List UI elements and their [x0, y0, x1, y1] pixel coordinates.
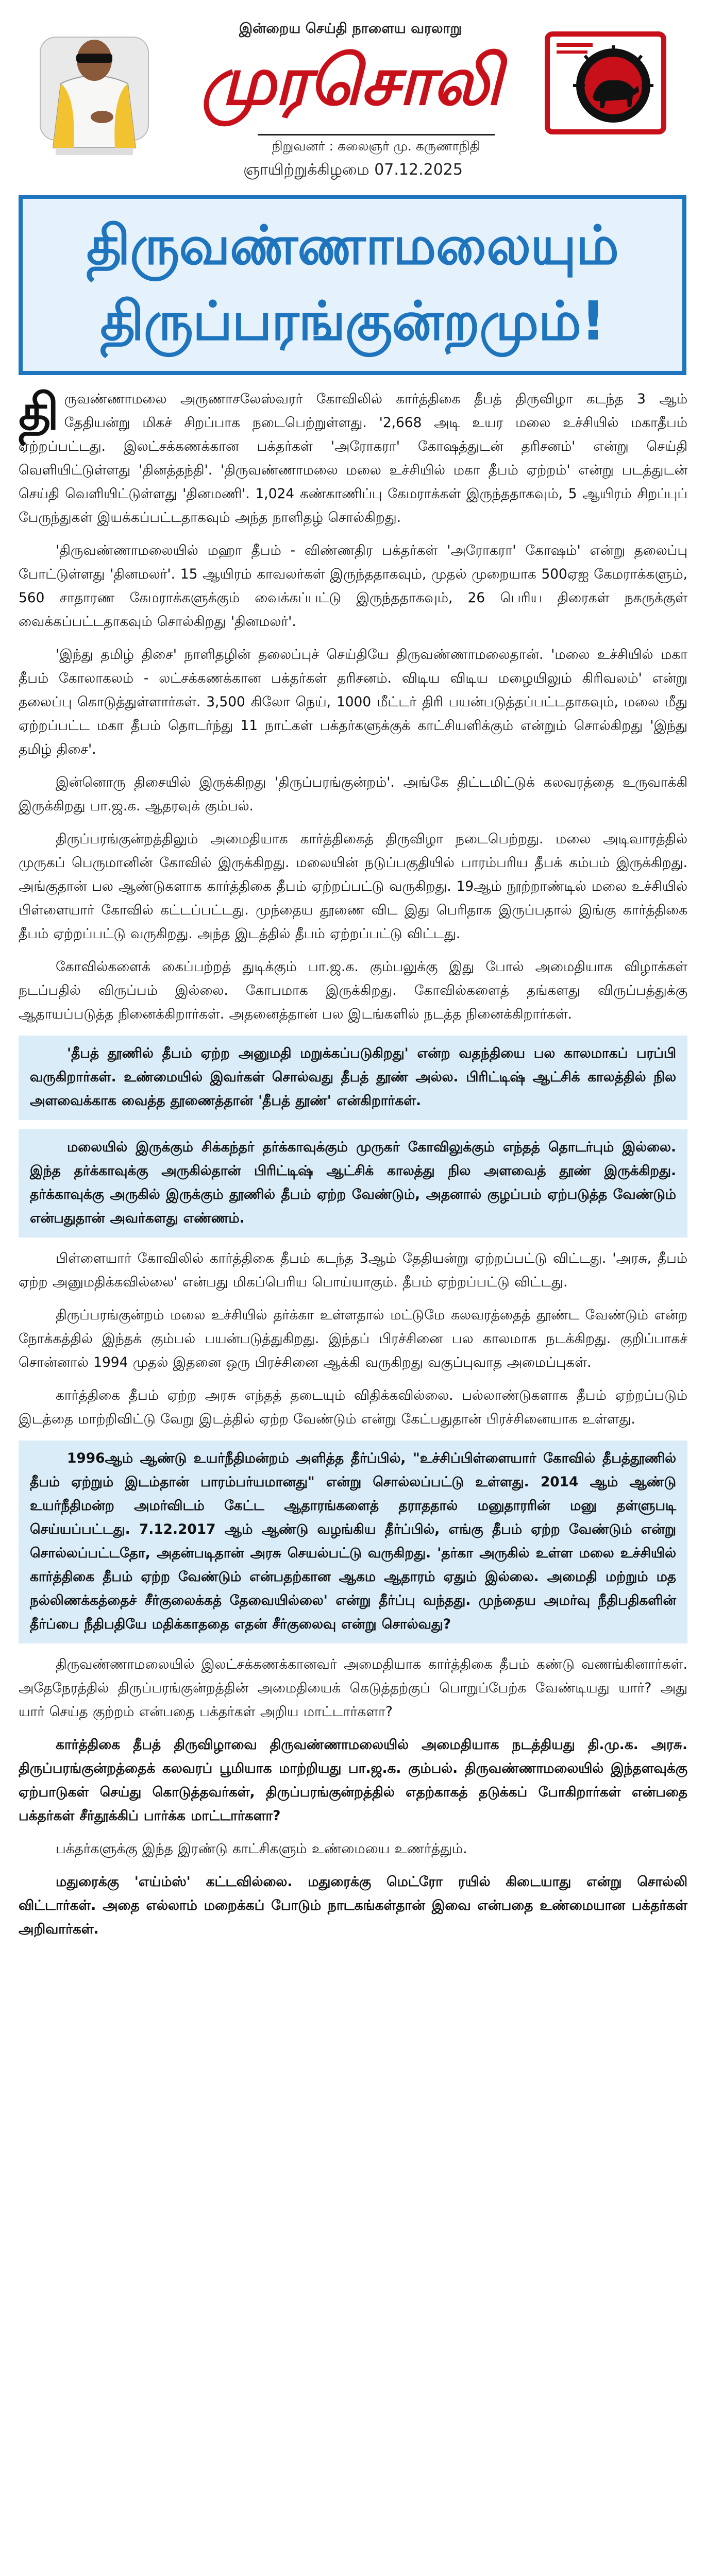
editorial-article — [19, 383, 687, 1951]
highlight-box-3 — [19, 1440, 687, 1643]
paragraph-4: இன்னொரு திசையில் இருக்கிறது 'திருப்பரங்குன்றம்'. அங்கே திட்டமிட்டுக் கலவரத்தை உருவாக்கி இருக்கிறது பா.ஜ.க. ஆதரவுக் கும்பல். — [19, 774, 687, 814]
paragraph-11: கார்த்திகை தீபத் திருவிழாவை திருவண்ணாமலையில் அமைதியாக நடத்தியது தி.மு.க. அரசு. திருப்பரங்குன்றத்தைக் கலவரப் பூமியாக மாற்றியது பா.ஜ.க. கும்பல். திருவண்ணாமலையில் இந்தளவுக்கு ஏற்பாடுகள் செய்து கொடுத்தவர்கள், திருப்பரங்குன்றத்தில் எதற்காகத் தடுக்கப் போகிறார்கள் என்பதை பக்தர்கள் சீர்தூக்கிப் பார்க்க மாட்டார்களா? — [19, 1737, 687, 1824]
paragraph-2: 'திருவண்ணாமலையில் மஹா தீபம் - விண்ணதிர பக்தர்கள் 'அரோகரா' கோஷம்' என்று தலைப்பு போட்டுள்ளது 'தினமலர்'. 15 ஆயிரம் காவலர்கள் இருந்ததாகவும், முதல் முறையாக 500ஏஐ கேமராக்களும், 560 சாதாரண கேமராக்களுக்கும் வைக்கப்பட்டு இருந்ததாகவும், 26 பெரிய திரைகள் நகருக்குள் வைக்கப்பட்டதாகவும் சொல்கிறது 'தினமலர்'. — [19, 543, 687, 630]
founder-portrait-image — [25, 6, 164, 158]
headline-line-2: திருப்பரங்குன்றமும்! — [100, 290, 605, 352]
highlight-2-text: மலையில் இருக்கும் சிக்கந்தர் தர்க்காவுக்கும் முருகர் கோவிலுக்கும் எந்தத் தொடர்பும் இல்லை. இந்த தர்க்காவுக்கு அருகில்தான் பிரிட்டிஷ் ஆட்சிக் காலத்து நில அளவைத் தூண் இருக்கிறது. தர்க்காவுக்கு அருகில் இருக்கும் தூணில் தீபம் ஏற்ற வேண்டும், அதனால் குழப்பம் ஏற்படுத்த வேண்டும் என்பதுதான் அவர்களது எண்ணம். — [30, 1139, 676, 1226]
paragraph-1-text: ருவண்ணாமலை அருணாசலேஸ்வரர் கோவிலில் கார்த்திகை தீபத் திருவிழா கடந்த 3 ஆம் தேதியன்று மிகச் சிறப்பாக நடைபெற்றுள்ளது. '2,668 அடி உயர மலை உச்சியில் மகாதீபம் ஏற்றப்பட்டது. இலட்சக்கணக்கான பக்தர்கள் 'அரோகரா' கோஷத்துடன் தரிசனம்' என்று செய்தி வெளியிட்டுள்ளது 'தினத்தந்தி'. 'திருவண்ணாமலை மலை உச்சியில் மகா தீபம் ஏற்றம்' என்று படத்துடன் செய்தி வெளியிட்டுள்ளது 'தினமணி'. 1,024 கண்காணிப்பு கேமராக்கள் இருந்ததாகவும், 5 ஆயிரம் சிறப்புப் பேருந்துகள் இயக்கப்பட்டதாகவும் அந்த நாளிதழ் சொல்கிறது. — [19, 391, 687, 526]
paragraph-8: திருப்பரங்குன்றம் மலை உச்சியில் தர்க்கா உள்ளதால் மட்டுமே கலவரத்தைத் தூண்ட வேண்டும் என்ற நோக்கத்தில் இந்தக் கும்பல் பயன்படுத்துகிறது. இந்தப் பிரச்சினை பல காலமாக நடக்கிறது. குறிப்பாகச் சொன்னால் 1994 முதல் இதனை ஒரு பிரச்சினை ஆக்கி வருகிறது வகுப்புவாத அமைப்புகள். — [19, 1307, 687, 1370]
party-emblem-logo — [536, 25, 675, 141]
masthead — [0, 0, 706, 179]
drop-cap: தி — [19, 383, 59, 441]
paragraph-7: பிள்ளையார் கோவிலில் கார்த்திகை தீபம் கடந்த 3ஆம் தேதியன்று ஏற்றப்பட்டு விட்டது. 'அரசு, தீபம் ஏற்ற அனுமதிக்கவில்லை' என்பது மிகப்பெரிய பொய்யாகும். தீபம் ஏற்றப்பட்டு விட்டது. — [19, 1250, 687, 1290]
masthead-tagline: இன்றைய செய்தி நாளைய வரலாறு — [239, 21, 462, 37]
newspaper-logo: முரசொலி — [200, 41, 500, 121]
paragraph-10: திருவண்ணாமலையில் இலட்சக்கணக்கானவர் அமைதியாக கார்த்திகை தீபம் கண்டு வணங்கினார்கள். அதேநேரத்தில் திருப்பரங்குன்றத்தின் அமைதியைக் கெடுத்தற்குப் பொறுப்பேற்க வேண்டியது யார்? அது யார் செய்த குற்றம் என்பதை பக்தர்கள் அறிய மாட்டார்களா? — [19, 1656, 687, 1720]
highlight-box-2 — [19, 1129, 687, 1238]
paragraph-3: 'இந்து தமிழ் திசை' நாளிதழின் தலைப்புச் செய்தியே திருவண்ணாமலைதான். 'மலை உச்சியில் மகா தீபம் கோலாகலம் - லட்சக்கணக்கான பக்தர்கள் தரிசனம். விடிய விடிய மழையிலும் கிரிவலம்' என்று தலைப்பு கொடுத்துள்ளார்கள். 3,500 கிலோ நெய், 1000 மீட்டர் திரி பயன்படுத்தப்பட்டதாகவும், மலை மீது ஏற்றப்பட்ட மகா தீபம் தொடர்ந்து 11 நாட்கள் பக்தர்களுக்குக் காட்சியளிக்கும் என்றும் சொல்கிறது 'இந்து தமிழ் திசை'. — [19, 647, 687, 757]
highlight-box-1 — [19, 1036, 687, 1120]
headline-line-1: திருவண்ணாமலையும் — [86, 214, 619, 277]
highlight-1-text: 'தீபத் தூணில் தீபம் ஏற்ற அனுமதி மறுக்கப்படுகிறது' என்ற வதந்தியை பல காலமாகப் பரப்பி வருகிறார்கள். உண்மையில் இவர்கள் சொல்வது தீபத் தூண் அல்ல. பிரிட்டிஷ் ஆட்சிக் காலத்தில் நில அளவைக்காக வைத்த தூணைத்தான் 'தீபத் தூண்' என்கிறார்கள். — [30, 1045, 676, 1109]
paragraph-13: மதுரைக்கு 'எய்ம்ஸ்' கட்டவில்லை. மதுரைக்கு மெட்ரோ ரயில் கிடையாது என்று சொல்லி விட்டார்கள். அதை எல்லாம் மறைக்கப் போடும் நாடகங்கள்தான் இவை என்பதை உண்மையான பக்தர்கள் அறிவார்கள். — [19, 1874, 687, 1937]
issue-date: ஞாயிற்றுக்கிழமை 07.12.2025 — [243, 161, 463, 179]
paragraph-5: திருப்பரங்குன்றத்திலும் அமைதியாக கார்த்திகைத் திருவிழா நடைபெற்றது. மலை அடிவாரத்தில் முருகப் பெருமானின் கோவில் இருக்கிறது. மலையின் நடுப்பகுதியில் பாரம்பரிய தீபக் கம்பம் இருக்கிறது. அங்குதான் பல ஆண்டுகளாக கார்த்திகை தீபம் ஏற்றப்பட்டு வருகிறது. 19ஆம் நூற்றாண்டில் மலை உச்சியில் பிள்ளையார் கோவில் கட்டப்பட்டது. முந்தைய தூணை விட இது பெரிதாக இருப்பதால் இங்கு கார்த்திகை தீபம் ஏற்றப்பட்டு வருகிறது. அந்த இடத்தில் தீபம் ஏற்றப்பட்டு விட்டது. — [19, 831, 687, 942]
headline-box — [19, 195, 686, 375]
paragraph-9: கார்த்திகை தீபம் ஏற்ற அரசு எந்தத் தடையும் விதிக்கவில்லை. பல்லாண்டுகளாக தீபம் ஏற்றப்படும் இடத்தை மாற்றிவிட்டு வேறு இடத்தில் ஏற்ற வேண்டும் என்று கேட்பதுதான் பிரச்சினையாக உள்ளது. — [19, 1387, 687, 1427]
paragraph-6: கோவில்களைக் கைப்பற்றத் துடிக்கும் பா.ஜ.க. கும்பலுக்கு இது போல் அமைதியாக விழாக்கள் நடப்பதில் விருப்பம் இல்லை. கோபமாக இருக்கிறது. கோவில்களைத் தங்களது விருப்பத்துக்கு ஆதாயப்படுத்த நினைக்கிறார்கள். அதனைத்தான் பல இடங்களில் நடத்த நினைக்கிறார்கள். — [19, 959, 687, 1022]
paragraph-12: பக்தர்களுக்கு இந்த இரண்டு காட்சிகளும் உண்மையை உணர்த்தும். — [56, 1841, 467, 1857]
paragraph-1 — [19, 383, 687, 530]
highlight-3-text: 1996ஆம் ஆண்டு உயர்நீதிமன்றம் அளித்த தீர்ப்பில், "உச்சிப்பிள்ளையார் கோவில் தீபத்தூணில் தீபம் ஏற்றும் இடம்தான் பாரம்பர்யமானது" என்று சொல்லப்பட்டு உள்ளது. 2014 ஆம் ஆண்டு உயர்நீதிமன்ற அமர்விடம் கேட்ட ஆதாரங்களைத் தராததால் மனுதாரரின் மனு தள்ளுபடி செய்யப்பட்டது. 7.12.2017 ஆம் ஆண்டு வழங்கிய தீர்ப்பில், எங்கு தீபம் ஏற்ற வேண்டும் என்று சொல்லப்பட்டதோ, அதன்படிதான் அரசு செயல்பட்டு வருகிறது. 'தர்கா அருகில் உள்ள மலை உச்சியில் கார்த்திகை தீபம் ஏற்ற வேண்டும் என்பதற்கான ஆகம ஆதாரம் ஏதும் இல்லை. அமைதி மற்றும் மத நல்லிணக்கத்தைச் சீர்குலைக்கத் தேவையில்லை' என்று தீர்ப்பு வந்தது. முந்தைய அமர்வு நீதிபதிகளின் தீர்ப்பை நீதிபதியே மதிக்காததை எதன் சீர்குலைவு என்று சொல்வது? — [30, 1450, 676, 1632]
founder-line: நிறுவனர் : கலைஞர் மு. கருணாநிதி — [258, 134, 495, 156]
